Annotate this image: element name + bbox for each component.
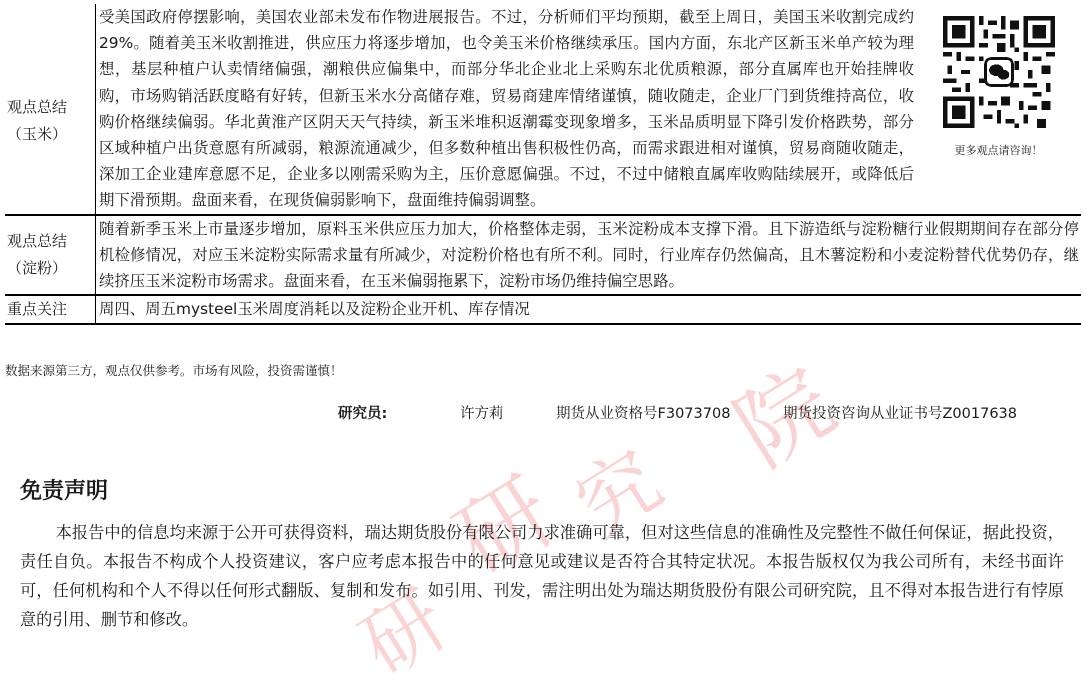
- watermark-char: 研: [437, 457, 573, 598]
- starch-label: 观点总结（淀粉）: [7, 231, 68, 277]
- researcher-label: 研究员:: [338, 406, 388, 422]
- source-note: 数据来源第三方，观点仅供参考。市场有风险，投资需谨慎！: [5, 363, 343, 378]
- focus-label: 重点关注: [7, 299, 68, 318]
- corn-text-cell: [96, 4, 917, 215]
- label-cell: [5, 215, 96, 295]
- qr-caption: 更多观点请咨询！: [954, 144, 1043, 157]
- focus-text: 周四、周五mysteel玉米周度消耗以及淀粉企业开机、库存情况: [99, 299, 530, 318]
- corn-label: 观点总结（玉米）: [7, 98, 68, 143]
- qr-cell: [916, 4, 1081, 215]
- watermark-char: 研: [345, 572, 463, 695]
- researcher-name: 许方莉: [460, 406, 504, 422]
- disclaimer-title: 免责声明: [20, 479, 109, 504]
- watermark-char: 院: [717, 347, 853, 488]
- disclaimer-text: 本报告中的信息均来源于公开可获得资料，瑞达期货股份有限公司力求准确可靠，但对这些信息的准确性及完整性不做任何保证，据此投资，责任自负。本报告不构成个人投资建议，客户应考虑本报告中的任何意见或建议是否符合其特定状况。本报告版权仅为我公司所有，未经书面许可，任何机构和个人不得以任何形式翻版、复制和发布。如引用、刊发，需注明出处为瑞达期货股份有限公司研究院，且不得对本报告进行有悖原意的引用、删节和修改。: [20, 523, 1064, 629]
- label-cell: [5, 4, 96, 215]
- starch-text: 随着新季玉米上市量逐步增加，原料玉米供应压力加大，价格整体走弱，玉米淀粉成本支撑下滑。且下游造纸与淀粉糖行业假期期间存在部分停机检修情况，对应玉米淀粉实际需求量有所减少，对淀粉价格也有所不利。同时，行业库存仍然偏高，且木薯淀粉和小麦淀粉替代优势仍存，继续挤压玉米淀粉市场需求。盘面来看，在玉米偏弱拖累下，淀粉市场仍维持偏空思路。: [99, 219, 1079, 290]
- qr-code-icon: [943, 16, 1055, 128]
- researcher-qualification: 期货从业资格号F3073708: [556, 406, 731, 422]
- corn-text: 受美国政府停摆影响，美国农业部未发布作物进展报告。不过，分析师们平均预期，截至上周日，美国玉米收割完成约29%。随着美玉米收割推进，供应压力将逐步增加，也令美玉米价格继续承压。国内方面，东北产区新玉米单产较为理想，基层种植户认卖情绪偏强，潮粮供应偏集中，而部分华北企业北上采购东北优质粮源，部分直属库也开始挂牌收购，市场购销活跃度略有好转，但新玉米水分高储存难，贸易商建库情绪谨慎，随收随走，企业厂门到货维持高位，收购价格继续偏弱。华北黄淮产区阴天天气持续，新玉米堆积返潮霉变现象增多，玉米品质明显下降引发价格跌势，部分区域种植户出货意愿有所减弱，粮源流通减少，但多数种植出售积极性仍高，而需求跟进相对谨慎，贸易商随收随走，深加工企业建库意愿不足，企业多以刚需采购为主，压价意愿偏强。不过，不过中储粮直属库收购陆续展开，或降低后期下滑预期。盘面来看，在现货偏弱影响下，盘面维持偏弱调整。: [99, 8, 914, 210]
- focus-text-cell: [96, 295, 1082, 324]
- table-row-focus: [5, 295, 1081, 324]
- label-cell: [5, 295, 96, 324]
- view-summary-table: [5, 4, 1081, 325]
- watermark-char: 究: [560, 432, 678, 555]
- table-row-starch: [5, 215, 1081, 295]
- starch-text-cell: [96, 215, 1082, 295]
- table-row-corn: [5, 4, 1081, 215]
- researcher-consulting: 期货投资咨询从业证书号Z0017638: [783, 406, 1018, 422]
